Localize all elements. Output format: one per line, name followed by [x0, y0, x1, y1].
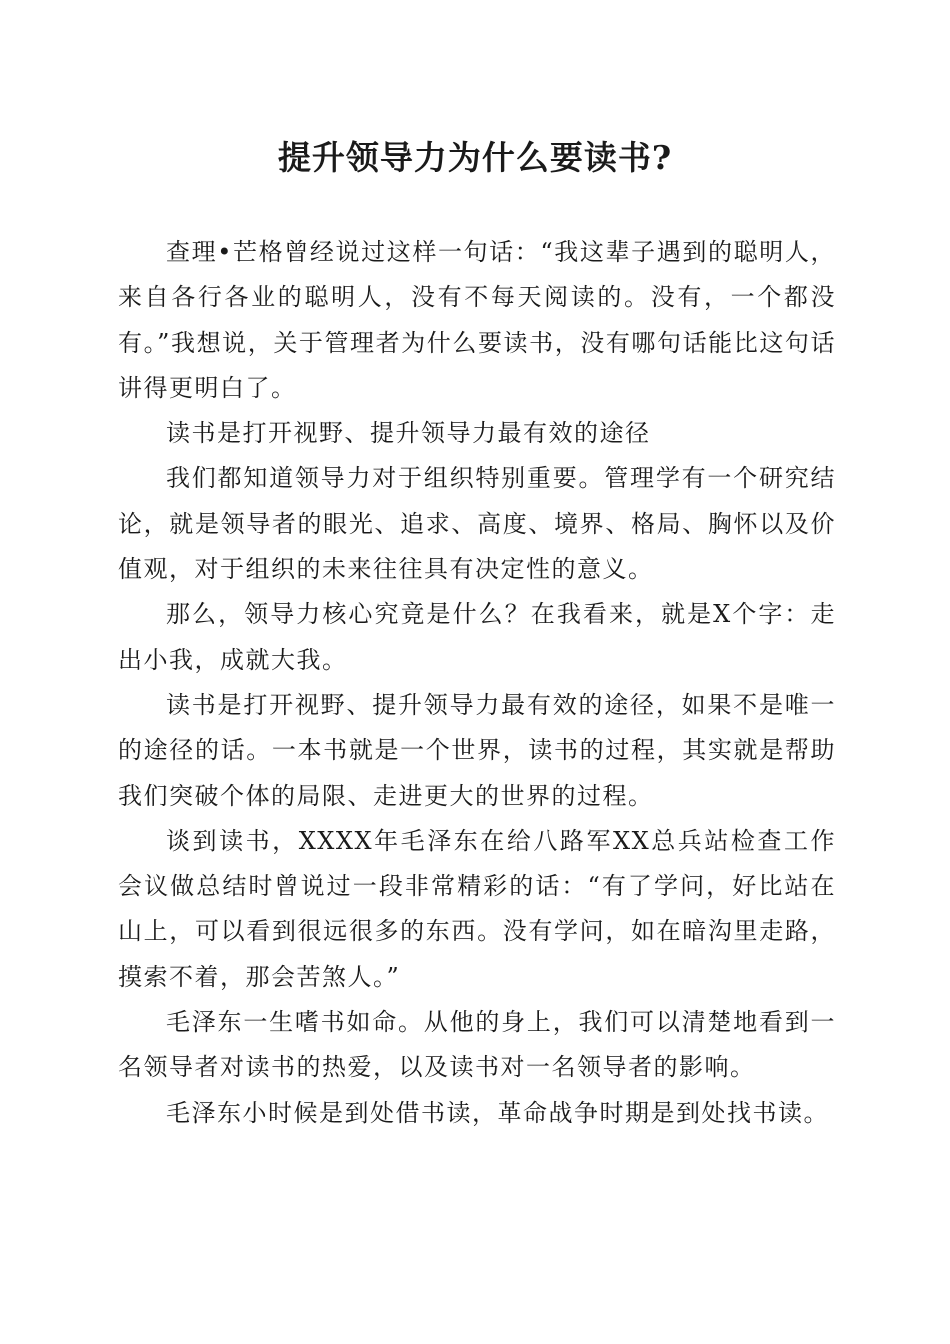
paragraph-7: 毛泽东小时候是到处借书读，革命战争时期是到处找书读。 — [166, 1098, 829, 1127]
document-body — [118, 230, 836, 1136]
paragraph-2: 我们都知道领导力对于组织特别重要。管理学有一个研究结论，就是领导者的眼光、追求、高度、境界、格局、胸怀以及价值观，对于组织的未来往往具有决定性的意义。 — [118, 464, 836, 584]
paragraph-1: 查理•芒格曾经说过这样一句话：“我这辈子遇到的聪明人，来自各行各业的聪明人，没有不每天阅读的。没有，一个都没有。”我想说，关于管理者为什么要读书，没有哪句话能比这句话讲得更明白了。 — [118, 238, 836, 402]
document-title: 提升领导力为什么要读书? — [277, 138, 673, 177]
section-heading: 读书是打开视野、提升领导力最有效的途径 — [166, 419, 651, 448]
paragraph-6: 毛泽东一生嗜书如命。从他的身上，我们可以清楚地看到一名领导者对读书的热爱，以及读书对一名领导者的影响。 — [118, 1008, 836, 1082]
paragraph-5: 谈到读书，XXXX年毛泽东在给八路军XX总兵站检查工作会议做总结时曾说过一段非常精彩的话：“有了学问，好比站在山上，可以看到很远很多的东西。没有学问，如在暗沟里走路，摸索不着，那会苦煞人。” — [118, 826, 836, 991]
paragraph-4: 读书是打开视野、提升领导力最有效的途径，如果不是唯一的途径的话。一本书就是一个世界，读书的过程，其实就是帮助我们突破个体的局限、走进更大的世界的过程。 — [118, 690, 836, 810]
paragraph-3: 那么，领导力核心究竟是什么？在我看来，就是X个字：走出小我，成就大我。 — [118, 600, 836, 674]
